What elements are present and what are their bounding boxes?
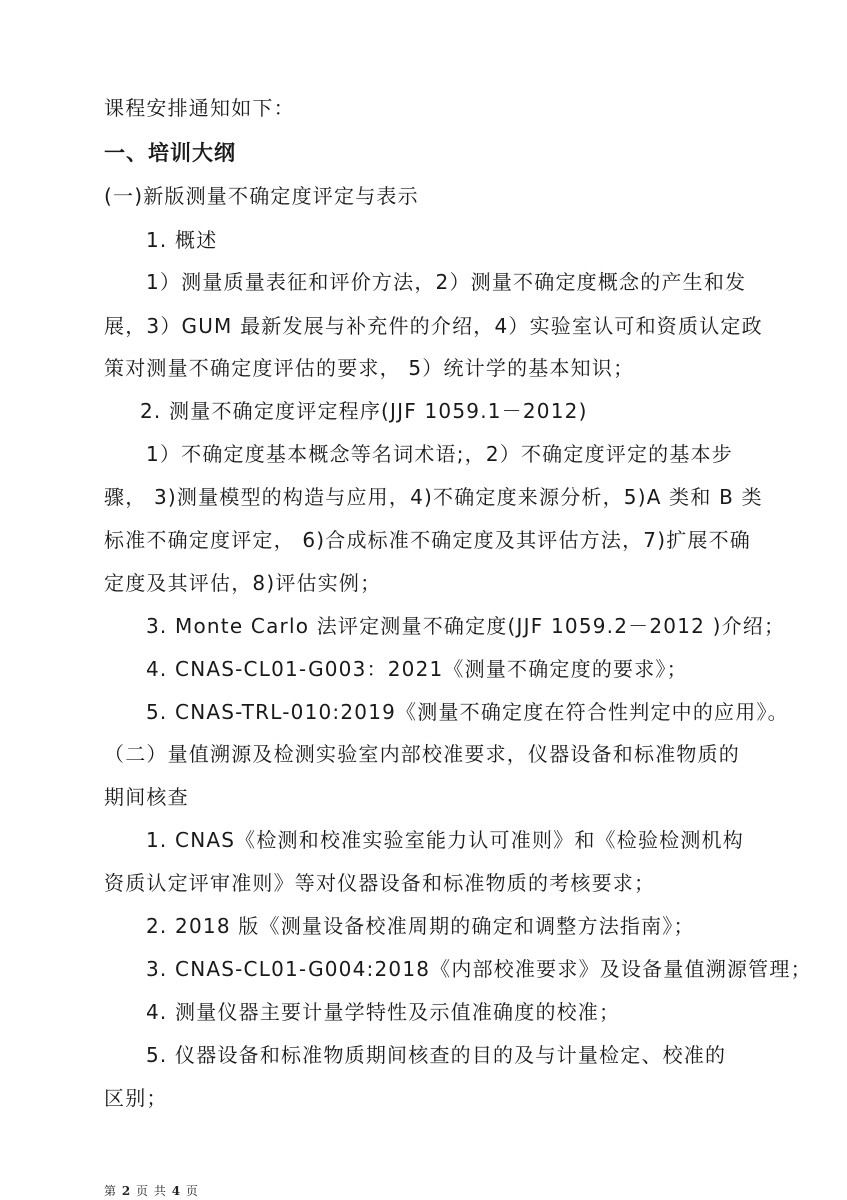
page-footer xyxy=(104,1183,199,1199)
item-overview-line-1: 1）测量质量表征和评价方法，2）测量不确定度概念的产生和发 xyxy=(146,270,747,294)
footer-total-pages: 4 xyxy=(171,1184,182,1198)
item-monte-carlo: 3. Monte Carlo 法评定测量不确定度(JJF 1059.2－2012 )介绍； xyxy=(146,614,786,638)
item-overview-line-3: 策对测量不确定度评估的要求， 5）统计学的基本知识； xyxy=(104,356,635,380)
item-procedure-line-1: 1）不确定度基本概念等名词术语;，2）不确定度评定的基本步 xyxy=(146,442,733,466)
item-cnas-trl-010: 5. CNAS-TRL-010:2019《测量不确定度在符合性判定中的应用》。 xyxy=(146,700,789,724)
p2-item-cnas-criteria-line-2: 资质认定评审准则》等对仪器设备和标准物质的考核要求； xyxy=(104,871,656,895)
p2-item-cnas-g004: 3. CNAS-CL01-G004:2018《内部校准要求》及设备量值溯源管理； xyxy=(146,957,812,981)
intro-text: 课程安排通知如下： xyxy=(104,96,295,120)
item-procedure-line-3: 标准不确定度评定， 6)合成标准不确定度及其评估方法，7)扩展不确 xyxy=(104,528,752,552)
part-two-title-line-1: （二）量值溯源及检测实验室内部校准要求，仪器设备和标准物质的 xyxy=(104,742,740,766)
footer-suffix: 页 xyxy=(185,1184,199,1198)
p2-item-calibration-guide: 2. 2018 版《测量设备校准周期的确定和调整方法指南》； xyxy=(146,914,695,938)
p2-item-intermediate-check-line-1: 5. 仪器设备和标准物质期间核查的目的及与计量检定、校准的 xyxy=(146,1043,727,1067)
section-heading-training-outline: 一、培训大纲 xyxy=(104,141,236,165)
part-one-title: (一)新版测量不确定度评定与表示 xyxy=(104,184,419,208)
item-procedure-line-2: 骤， 3)测量模型的构造与应用，4)不确定度来源分析，5)A 类和 B 类 xyxy=(104,485,763,509)
p2-item-intermediate-check-line-2: 区别； xyxy=(104,1086,168,1110)
item-overview-line-2: 展，3）GUM 最新发展与补充件的介绍，4）实验室认可和资质认定政 xyxy=(104,314,763,338)
footer-mid: 页 共 xyxy=(136,1184,167,1198)
item-overview-title: 1. 概述 xyxy=(146,228,218,252)
part-two-title-line-2: 期间核查 xyxy=(104,785,189,809)
footer-prefix: 第 xyxy=(104,1184,118,1198)
footer-page-number: 2 xyxy=(121,1184,132,1198)
p2-item-cnas-criteria-line-1: 1. CNAS《检测和校准实验室能力认可准则》和《检验检测机构 xyxy=(146,828,744,852)
item-procedure-title: 2. 测量不确定度评定程序(JJF 1059.1－2012) xyxy=(140,399,588,423)
item-procedure-line-4: 定度及其评估，8)评估实例； xyxy=(104,571,382,595)
p2-item-instrument-calibration: 4. 测量仪器主要计量学特性及示值准确度的校准； xyxy=(146,1000,621,1024)
item-cnas-g003: 4. CNAS-CL01-G003：2021《测量不确定度的要求》； xyxy=(146,657,688,681)
